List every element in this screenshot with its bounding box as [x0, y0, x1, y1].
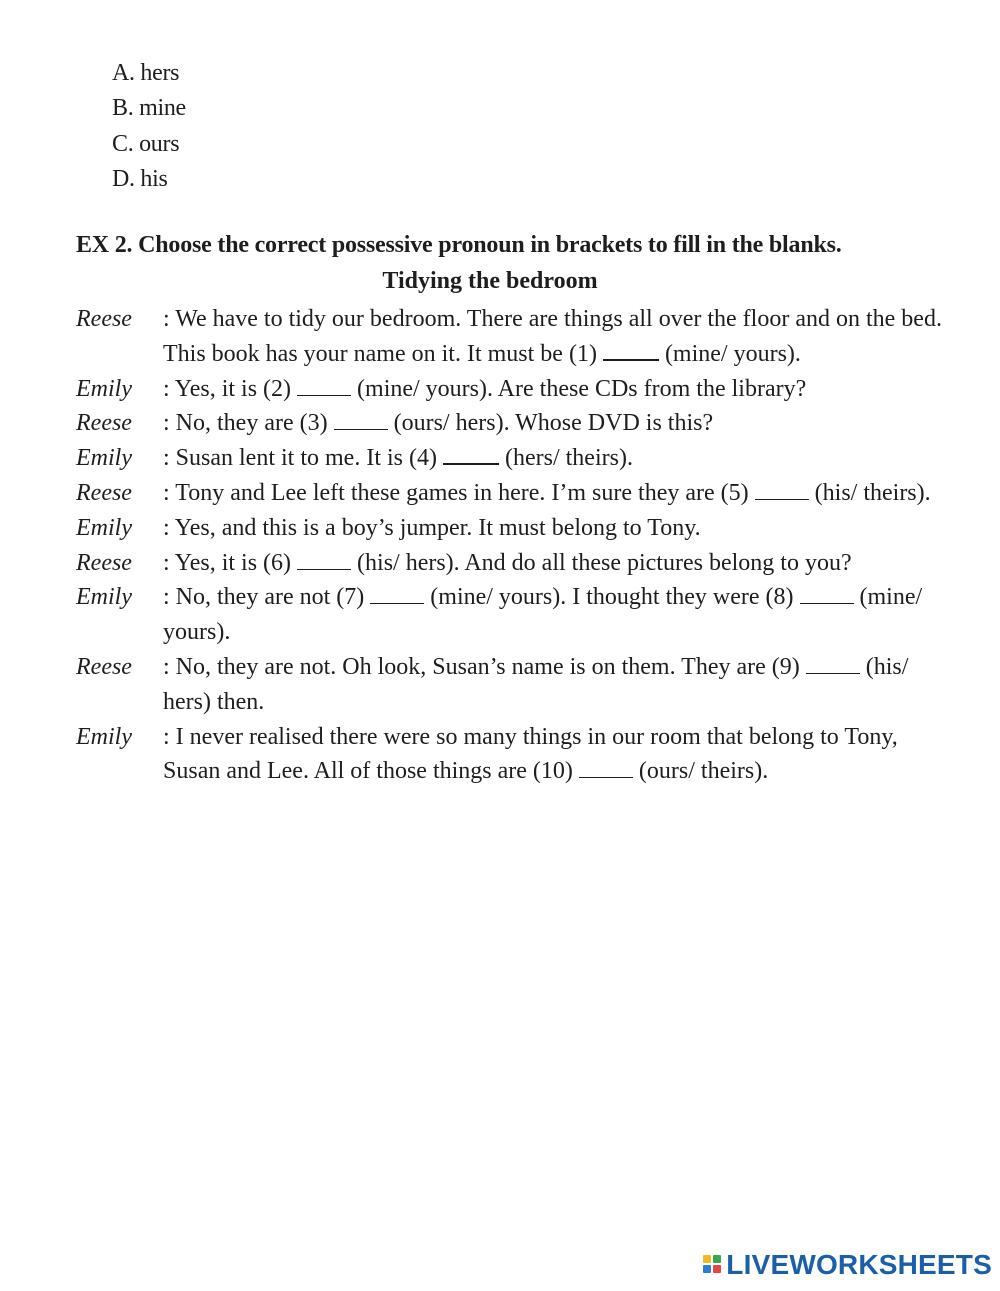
blank-6[interactable]	[297, 547, 351, 570]
dialogue	[76, 302, 946, 789]
blank-7[interactable]	[370, 582, 424, 605]
option-b: B. mine	[112, 95, 186, 122]
blank-2[interactable]	[297, 373, 351, 396]
blank-5[interactable]	[755, 477, 809, 500]
speaker: Emily	[76, 723, 132, 750]
dialogue-line: Reese : No, they are (3) (ours/ hers). Whose DVD is this?	[76, 406, 946, 441]
speaker: Reese	[76, 410, 132, 437]
dialogue-title	[0, 268, 1000, 295]
blank-8[interactable]	[800, 582, 854, 605]
dialogue-line: Reese : Tony and Lee left these games in here. I’m sure they are (5) (his/ theirs).	[76, 476, 946, 511]
speaker: Reese	[76, 653, 132, 680]
dialogue-line: Reese : We have to tidy our bedroom. There are things all over the floor and on the bed. This book has your name on it. It must be (1) (mine/ yours).	[76, 302, 946, 372]
speaker: Emily	[76, 584, 132, 611]
dialogue-line: Emily : Susan lent it to me. It is (4) (hers/ theirs).	[76, 441, 946, 476]
option-c: C. ours	[112, 130, 180, 157]
option-d: D. his	[112, 165, 168, 192]
logo-tile	[703, 1255, 711, 1263]
speaker: Emily	[76, 445, 132, 472]
dialogue-line: Emily : Yes, it is (2) (mine/ yours). Are these CDs from the library?	[76, 372, 946, 407]
blank-3[interactable]	[334, 408, 388, 431]
speaker: Reese	[76, 479, 132, 506]
logo-tiles-icon	[703, 1255, 723, 1275]
blank-1[interactable]	[603, 337, 659, 361]
blank-10[interactable]	[579, 756, 633, 779]
logo-tile	[713, 1265, 721, 1273]
blank-9[interactable]	[806, 651, 860, 674]
logo-text: LIVEWORKSHEETS	[726, 1249, 992, 1280]
option-a: A. hers	[112, 60, 180, 86]
dialogue-title-text: Tidying the bedroom	[382, 268, 598, 294]
speaker: Emily	[76, 375, 132, 402]
dialogue-line: Reese : Yes, it is (6) (his/ hers). And do all these pictures belong to you?	[76, 546, 946, 581]
speaker: Emily	[76, 514, 132, 541]
logo-tile	[713, 1255, 721, 1263]
liveworksheets-logo	[703, 1249, 992, 1281]
answer-options	[112, 56, 186, 197]
logo-tile	[703, 1265, 711, 1273]
dialogue-line: Emily : No, they are not (7) (mine/ yours). I thought they were (8) (mine/ yours).	[76, 580, 946, 650]
speaker: Reese	[76, 306, 132, 332]
dialogue-line: Emily : I never realised there were so many things in our room that belong to Tony, Susan and Lee. All of those things are (10) (ours/ theirs).	[76, 720, 946, 790]
blank-4[interactable]	[443, 442, 499, 466]
exercise-heading: EX 2. Choose the correct possessive pronoun in brackets to fill in the blanks.	[76, 232, 842, 258]
dialogue-line: Emily : Yes, and this is a boy’s jumper. It must belong to Tony.	[76, 511, 946, 546]
dialogue-line: Reese : No, they are not. Oh look, Susan’s name is on them. They are (9) (his/ hers) then.	[76, 650, 946, 720]
speaker: Reese	[76, 549, 132, 576]
